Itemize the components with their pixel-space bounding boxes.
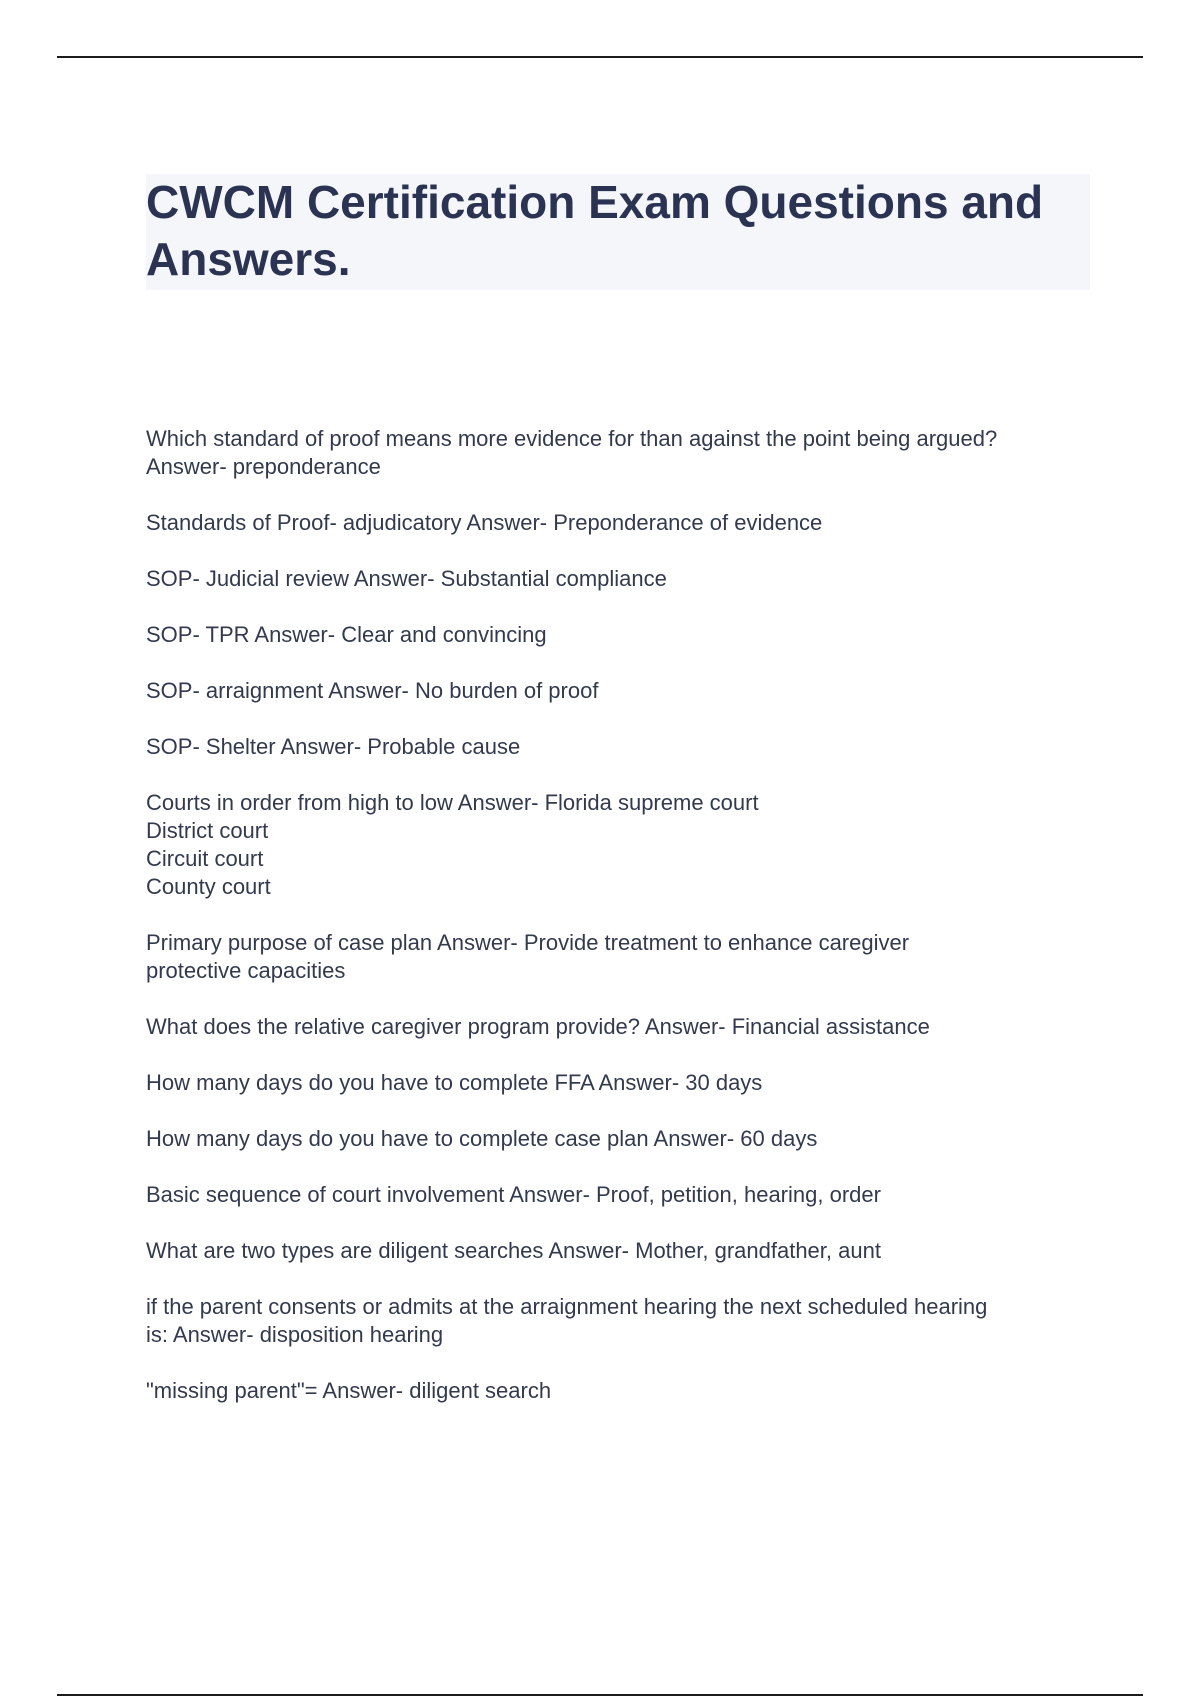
document-title: CWCM Certification Exam Questions and Answers. [146,176,1044,285]
qa-item: What are two types are diligent searches Answer- Mother, grandfather, aunt [146,1238,881,1263]
qa-item: How many days do you have to complete FFA Answer- 30 days [146,1070,763,1095]
qa-item: SOP- arraignment Answer- No burden of proof [146,678,599,703]
qa-item: Primary purpose of case plan Answer- Provide treatment to enhance caregiver protective capacities [146,930,910,983]
qa-item: "missing parent"= Answer- diligent search [146,1378,552,1403]
qa-item: SOP- Judicial review Answer- Substantial compliance [146,566,667,591]
qa-item: Courts in order from high to low Answer- Florida supreme court District court Circuit court County court [146,790,759,899]
bottom-rule [57,1694,1143,1696]
top-rule [57,56,1143,58]
qa-list [146,425,1106,1433]
qa-item: What does the relative caregiver program provide? Answer- Financial assistance [146,1014,930,1039]
qa-item: Which standard of proof means more evidence for than against the point being argued? Answer- preponderance [146,426,998,479]
qa-item: How many days do you have to complete case plan Answer- 60 days [146,1126,818,1151]
qa-item: Basic sequence of court involvement Answer- Proof, petition, hearing, order [146,1182,881,1207]
qa-item: SOP- Shelter Answer- Probable cause [146,734,521,759]
qa-item: if the parent consents or admits at the arraignment hearing the next scheduled hearing is: Answer- disposition hearing [146,1294,988,1347]
title-block [146,174,1090,290]
qa-item: SOP- TPR Answer- Clear and convincing [146,622,547,647]
qa-item: Standards of Proof- adjudicatory Answer- Preponderance of evidence [146,510,823,535]
